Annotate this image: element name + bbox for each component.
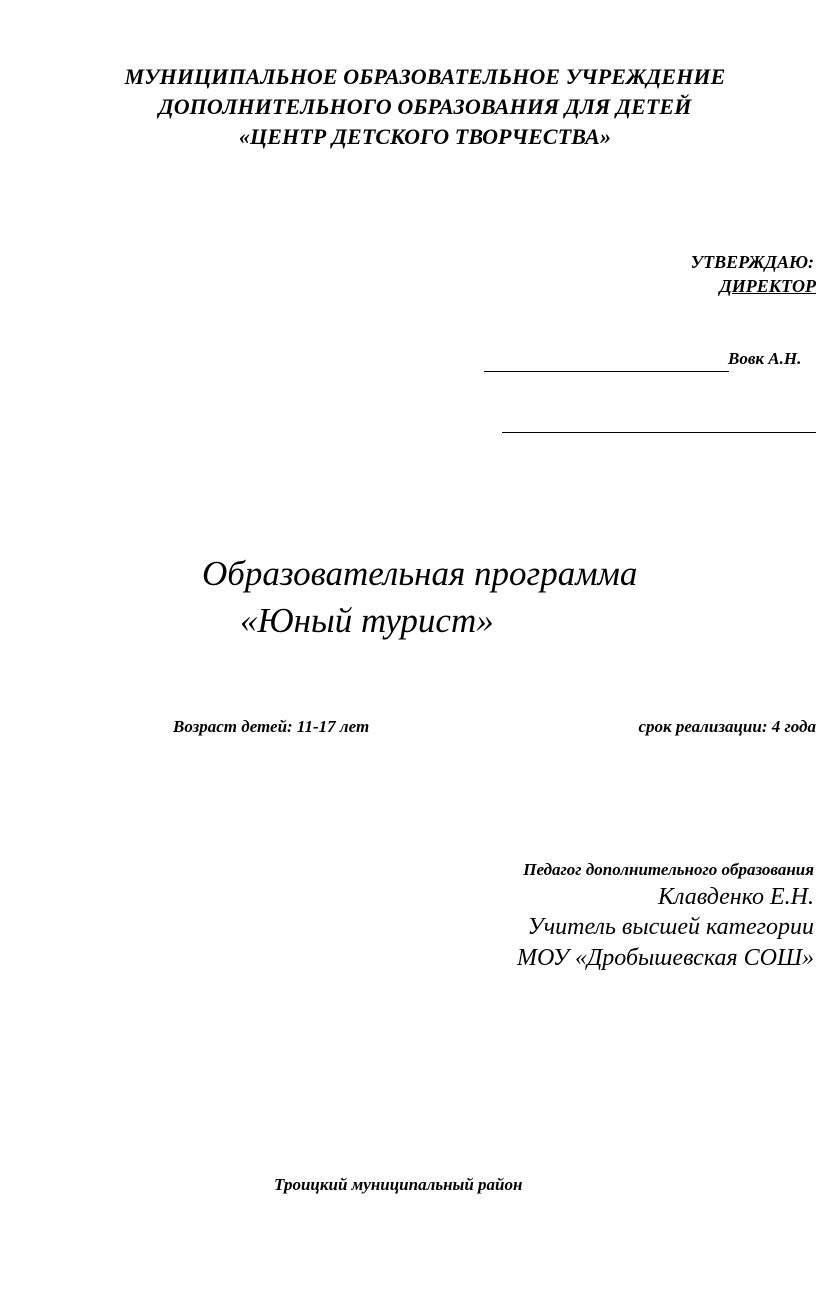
approval-title: УТВЕРЖДАЮ:: [690, 252, 814, 272]
organization-header-line-2: ДОПОЛНИТЕЛЬНОГО ОБРАЗОВАНИЯ ДЛЯ ДЕТЕЙ: [158, 94, 692, 119]
program-title: Образовательная программа: [202, 554, 638, 593]
children-age: Возраст детей: 11-17 лет: [173, 717, 370, 736]
organization-header-line-1: МУНИЦИПАЛЬНОЕ ОБРАЗОВАТЕЛЬНОЕ УЧРЕЖДЕНИЕ: [124, 64, 726, 89]
signature-line: [484, 347, 729, 372]
program-name: «Юный турист»: [240, 601, 494, 640]
teacher-name: Клавденко Е.Н.: [658, 884, 814, 910]
director-name: Вовк А.Н.: [728, 349, 802, 368]
date-line: [502, 432, 816, 433]
teacher-role: Педагог дополнительного образования: [523, 860, 814, 879]
organization-header: [0, 62, 816, 152]
teacher-school: МОУ «Дробышевская СОШ»: [516, 945, 814, 971]
teacher-category: Учитель высшей категории: [527, 914, 814, 940]
district-name: Троицкий муниципальный район: [274, 1175, 523, 1194]
implementation-term: срок реализации: 4 года: [638, 717, 816, 736]
organization-header-line-3: «ЦЕНТР ДЕТСКОГО ТВОРЧЕСТВА»: [238, 124, 612, 149]
approval-role: ДИРЕКТОР: [719, 276, 816, 296]
